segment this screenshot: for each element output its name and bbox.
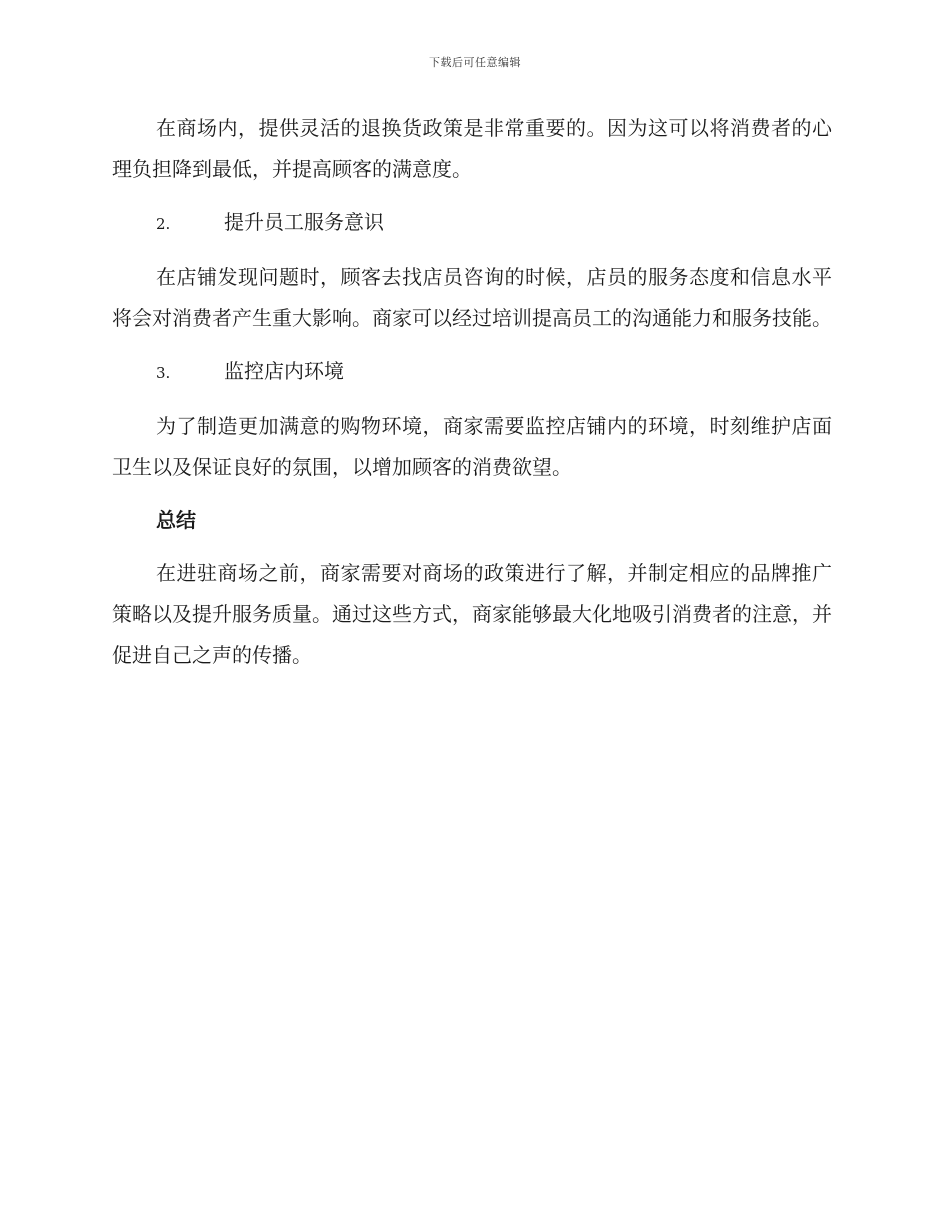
page-header-note: 下载后可任意编辑	[429, 56, 521, 69]
paragraph-staff-service: 在店铺发现问题时，顾客去找店员咨询的时候，店员的服务态度和信息水平将会对消费者产生重大影响。商家可以经过培训提高员工的沟通能力和服务技能。	[112, 265, 832, 330]
list-item-title: 监控店内环境	[224, 359, 344, 383]
list-item-staff-service	[112, 202, 832, 245]
list-number: 2.	[156, 215, 171, 233]
list-item-store-environment	[112, 351, 832, 394]
list-item-title: 提升员工服务意识	[224, 210, 384, 234]
document-body	[112, 108, 832, 688]
paragraph-store-environment: 为了制造更加满意的购物环境，商家需要监控店铺内的环境，时刻维护店面卫生以及保证良好的氛围，以增加顾客的消费欲望。	[112, 414, 832, 479]
section-title-summary: 总结	[156, 508, 196, 532]
list-number: 3.	[156, 364, 171, 382]
paragraph-summary: 在进驻商场之前，商家需要对商场的政策进行了解，并制定相应的品牌推广策略以及提升服务质量。通过这些方式，商家能够最大化地吸引消费者的注意，并促进自己之声的传播。	[112, 561, 832, 667]
paragraph-return-policy: 在商场内，提供灵活的退换货政策是非常重要的。因为这可以将消费者的心理负担降到最低，并提高顾客的满意度。	[112, 116, 832, 181]
